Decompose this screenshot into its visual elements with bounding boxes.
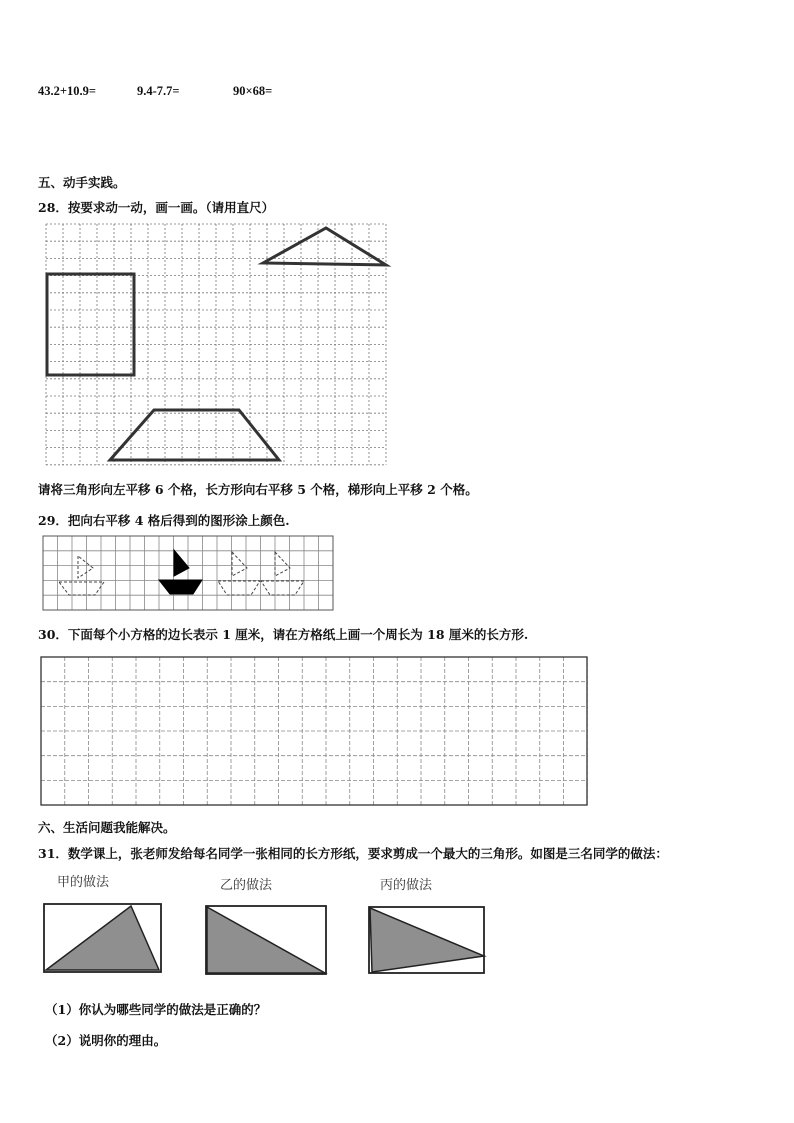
dashed-boat-1 <box>59 556 104 595</box>
q30-square-grid[interactable] <box>40 656 589 808</box>
dashed-boat-2 <box>218 552 260 595</box>
method-yi-label: 乙的做法 <box>220 878 273 893</box>
sub-question-2: （2）说明你的理由。 <box>45 1033 167 1048</box>
method-jia-label: 甲的做法 <box>57 875 110 890</box>
question-28: 28．按要求动一动，画一画。（请用直尺） <box>38 200 275 215</box>
rectangle-shape <box>47 274 134 375</box>
section-5-heading: 五、动手实践。 <box>38 175 126 190</box>
question-31: 31．数学课上，张老师发给每名同学一张相同的长方形纸，要求剪成一个最大的三角形。如图是三名同学的做法： <box>38 846 668 861</box>
q28-grid-figure <box>44 222 394 470</box>
question-29: 29．把向右平移 4 格后得到的图形涂上颜色. <box>38 513 290 528</box>
q29-boat-grid <box>42 535 336 613</box>
q31-methods-figure <box>40 870 500 982</box>
triangle-shape <box>263 228 386 265</box>
sub-question-1: （1）你认为哪些同学的做法是正确的？ <box>45 1002 267 1017</box>
dashed-boat-3 <box>261 552 304 595</box>
black-boat <box>159 550 202 594</box>
question-30: 30．下面每个小方格的边长表示 1 厘米，请在方格纸上画一个周长为 18 厘米的长方形. <box>38 627 529 642</box>
arithmetic-2: 9.4-7.7= <box>137 84 180 98</box>
trapezoid-shape <box>110 410 279 460</box>
arithmetic-3: 90×68= <box>233 84 273 98</box>
method-bing-label: 丙的做法 <box>380 878 433 893</box>
section-6-heading: 六、生活问题我能解决。 <box>38 820 176 835</box>
arithmetic-1: 43.2+10.9= <box>38 84 96 98</box>
q28-instruction: 请将三角形向左平移 6 个格，长方形向右平移 5 个格，梯形向上平移 2 个格。 <box>38 482 478 497</box>
